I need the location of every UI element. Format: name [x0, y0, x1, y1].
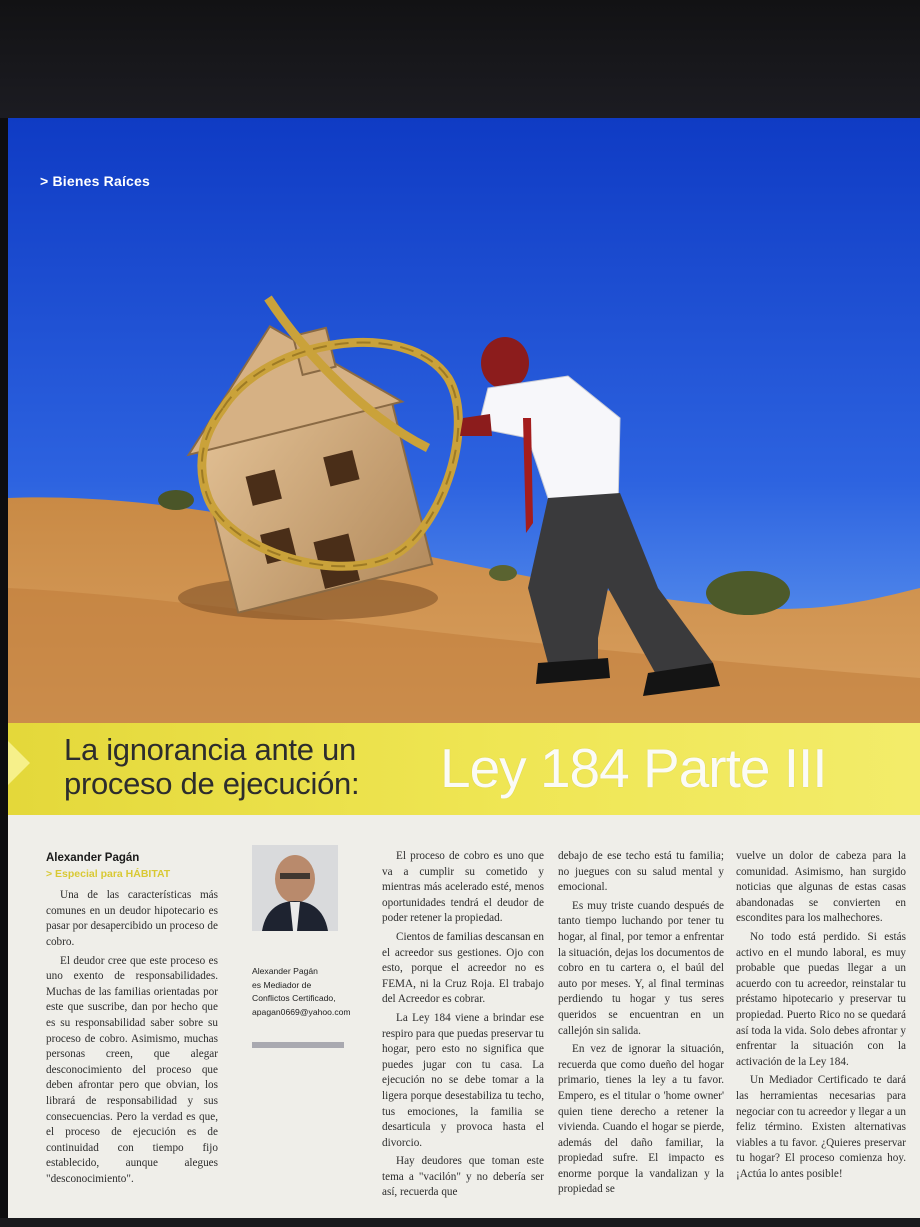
author-role: > Especial para HÁBITAT: [46, 867, 171, 880]
dark-background-top: [0, 0, 920, 118]
paragraph: debajo de ese techo está tu familia; no juegues con su salud mental y emocional.: [558, 850, 724, 894]
paragraph: La Ley 184 viene a brindar ese respiro para que puedas preservar tu hogar, pero esto no significa que puedes jugar con tu casa. La ejecución no se debe tomar a la ligera porque desestabiliza tu techo, tus emociones, la familia se desarticula y provoca hasta el divorcio.: [382, 1011, 544, 1149]
paragraph: Un Mediador Certificado te dará las herramientas necesarias para negociar con tu acreedor y llegar a un feliz término. Existen alternativas viables a tu favor. ¿Quieres preservar tu hogar? El proceso comienza hoy. ¡Actúa lo antes posible!: [736, 1074, 906, 1180]
hero-illustration: [8, 118, 920, 723]
paragraph: En vez de ignorar la situación, recuerda que como dueño del hogar primario, tienes la ley a tu favor. Empero, es el titular o 'home owner' quien tiene derecho a retener la vivienda. Cuando el hogar se pierde, además del daño familiar, la propiedad sufre. El impacto es enorme porque la vandalizan y la propiedad se: [558, 1043, 724, 1196]
band-arrow-icon: [8, 741, 30, 785]
section-tag: > Bienes Raíces: [40, 173, 151, 189]
paragraph: El deudor cree que este proceso es uno exento de responsabilidades. Muchas de las familias orientadas por este que suscribe, dan por hecho que es su responsabilidad saber sobre su proceso de cobro. Asimismo, muchas personas creen, que alegar desconocimiento del proceso que deben afrontar pero que obvian, los librará de responsabilidad y sus consecuencias. Pero la verdad es que, el proceso de ejecución es de continuidad con tiempo fijo establecido, aunque alegues "desconocimiento".: [46, 954, 218, 1185]
paragraph: El proceso de cobro es uno que va a cumplir su cometido y mientras más acelerado esté, menos oportunidades tendrá el deudor de poder retener la propiedad.: [382, 850, 544, 925]
caption-line: es Mediador de: [252, 979, 312, 990]
paragraph: Una de las características más comunes en un deudor hipotecario es pasar por desapercibido un proceso de cobro.: [46, 889, 218, 948]
column-1: [46, 825, 218, 1190]
author-portrait-icon: [252, 845, 338, 931]
magazine-page: [8, 118, 920, 1218]
paragraph: Hay deudores que toman este tema a "vacilón" y no debería ser así, recuerda que: [382, 1155, 544, 1199]
headline-line1: La ignorancia ante un: [64, 732, 356, 767]
column-2: [382, 849, 544, 1204]
column-4: [736, 849, 906, 1185]
caption-line: Alexander Pagán: [252, 966, 318, 976]
dark-background-bottom: [0, 1218, 920, 1227]
headline: [64, 733, 359, 801]
author-caption: [252, 965, 356, 1019]
paragraph: No todo está perdido. Si estás activo en el mundo laboral, es muy probable que puedas llegar a un acuerdo con tu acreedor, reinstalar tu préstamo hipotecario y preservar tu propiedad. Puerto Rico no se quedará así toda la vida. Solo debes afrontar y enfrentar la situación con la activación de la Ley 184.: [736, 930, 906, 1068]
caption-divider: [252, 1042, 344, 1048]
paragraph: Cientos de familias descansan en el acreedor sus gestiones. Ojo con esto, porque el acreedor no es FEMA, ni la Cruz Roja. El trabajo del Acreedor es cobrar.: [382, 930, 544, 1006]
caption-email: apagan0669@yahoo.com: [252, 1006, 351, 1017]
headline-band: [8, 723, 920, 815]
column-3: [558, 849, 724, 1201]
headline-line2: proceso de ejecución:: [64, 766, 360, 801]
chained-house-illustration: [8, 118, 920, 723]
paragraph: vuelve un dolor de cabeza para la comunidad. Asimismo, han surgido noticias que algunas de estas casas abandonadas se convierten en escondites para los malhechores.: [736, 850, 906, 925]
caption-line: Conflictos Certificado,: [252, 993, 336, 1003]
big-title: Ley 184 Parte III: [440, 737, 827, 799]
author-photo: [252, 845, 338, 931]
article-body: [8, 815, 920, 1218]
paragraph: Es muy triste cuando después de tanto tiempo luchando por tener tu hogar, al final, por temor a enfrentar la situación, dejas los documentos de cobro en tu cartera o, el baúl del auto por meses. Y, al final terminas perdiendo tu hogar y tus seres queridos se encuentran en un callejón sin salida.: [558, 899, 724, 1037]
author-name: Alexander Pagán: [46, 852, 140, 864]
